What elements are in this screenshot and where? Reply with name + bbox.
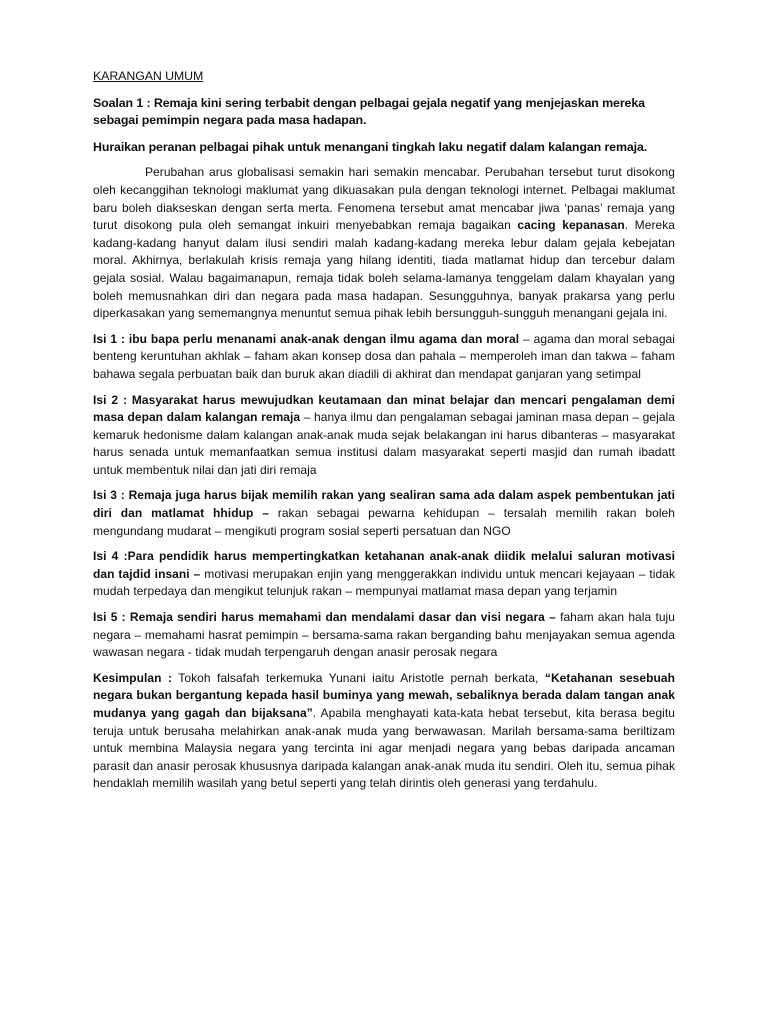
point-4-text: motivasi merupakan enjin yang menggerakkan individu untuk mencari kejayaan – tidak mudah terpedaya dan mengikut telunjuk rakan – mempunyai matlamat masa depan yang terjamin: [93, 566, 675, 599]
question: [93, 95, 675, 130]
document-page: [93, 68, 675, 801]
conclusion-quote: “Ketahanan sesebuah negara bukan bergantung kepada hasil buminya yang mewah, sebaliknya berada dalam tangan anak mudanya yang gagah dan bijaksana”: [93, 670, 675, 720]
conclusion-label: Kesimpulan :: [93, 670, 173, 685]
conclusion-paragraph: [93, 670, 675, 793]
point-5: [93, 609, 675, 662]
intro-text-2: . Mereka kadang-kadang hanyut dalam ilusi sendiri malah kadang-kadang mereka lebur dalam gejala kebejatan moral. Akhirnya, berlakulah krisis remaja yang hilang identiti, tiada matlamat hidup dan tercebur dalam gejala sosial. Walau bagaimanapun, remaja tidak boleh selama-lamanya tenggelam dalam khayalan yang boleh memusnahkan diri dan negara pada masa hadapan. Sesungguhnya, banyak prakarsa yang perlu diperkasakan yang sememangnya menuntut semua pihak lebih bersungguh-sungguh menangani gejala ini.: [93, 218, 675, 321]
conclusion-text-1: Tokoh falsafah terkemuka Yunani iaitu Aristotle pernah berkata,: [172, 670, 545, 685]
point-3: [93, 487, 675, 540]
point-3-heading: Isi 3 : Remaja juga harus bijak memilih rakan yang sealiran sama ada dalam aspek pembentukan jati diri dan matlamat hhidup –: [93, 488, 675, 521]
task-instruction: Huraikan peranan pelbagai pihak untuk menangani tingkah laku negatif dalam kalangan remaja.: [93, 139, 648, 154]
point-3-text: rakan sebagai pewarna kehidupan – tersalah memilih rakan boleh mengundang mudarat – mengikuti program sosial seperti persatuan dan NGO: [93, 506, 675, 538]
conclusion-text-2: . Apabila menghayati kata-kata hebat tersebut, kita berasa begitu teruja untuk berusaha melahirkan anak-anak muda yang berwawasan. Marilah bersama-sama beriltizam untuk membina Malaysia negara yang tercinta ini agar menjadi negara yang bebas daripada ancaman parasit dan anasir perosak khususnya daripada kalangan anak-anak muda itu sendiri. Oleh itu, semua pihak hendaklah memilih wasilah yang betul seperti yang telah dirintis oleh generasi yang terdahulu.: [93, 706, 675, 791]
point-2-heading: Isi 2 : Masyarakat harus mewujudkan keutamaan dan minat belajar dan mencari pengalaman demi masa depan dalam kalangan remaja: [93, 392, 675, 425]
point-2: [93, 392, 675, 480]
introduction-paragraph: [93, 164, 675, 322]
question-label: Soalan 1 :: [93, 95, 151, 110]
point-1-heading: Isi 1 : ibu bapa perlu menanami anak-anak dengan ilmu agama dan moral: [93, 331, 520, 346]
document-heading: KARANGAN UMUM: [93, 69, 204, 83]
question-text: Remaja kini sering terbabit dengan pelbagai gejala negatif yang menjejaskan mereka sebagai pemimpin negara pada masa hadapan.: [93, 95, 645, 128]
point-2-text: – hanya ilmu dan pengalaman sebagai jaminan masa depan – gejala kemaruk hedonisme dalam kalangan anak-anak muda sejak belakangan ini harus dibanteras – masyarakat harus senada untuk memanfaatkan semua institusi dalam masyarakat seperti masjid dan rumah ibadatt untuk membentuk nilai dan jati diri remaja: [93, 410, 675, 477]
point-1: [93, 331, 675, 384]
point-5-text: faham akan hala tuju negara – memahami hasrat pemimpin – bersama-sama rakan berganding bahu menjayakan semua agenda wawasan negara - tidak mudah terpengaruh dengan anasir perosak negara: [93, 610, 675, 660]
point-4-heading: Isi 4 :Para pendidik harus mempertingkatkan ketahanan anak-anak diidik melalui saluran motivasi dan tajdid insani –: [93, 549, 675, 581]
point-1-text: – agama dan moral sebagai benteng keruntuhan akhlak – faham akan konsep dosa dan pahala – memperoleh iman dan takwa – faham bahawa segala perbuatan baik dan buruk akan diadili di akhirat dan mendapat ganjaran yang setimpal: [93, 331, 675, 381]
intro-bold-phrase: cacing kepanasan: [517, 218, 625, 233]
point-5-heading: Isi 5 : Remaja sendiri harus memahami dan mendalami dasar dan visi negara –: [93, 610, 556, 625]
point-4: [93, 548, 675, 601]
intro-text-1: Perubahan arus globalisasi semakin hari semakin mencabar. Perubahan tersebut turut disokong oleh kecanggihan teknologi maklumat yang dikuasakan pula dengan teknologi internet. Pelbagai maklumat baru boleh diakseskan dengan serta merta. Fenomena tersebut amat mencabar jiwa ‘panas’ remaja yang turut disokong pula oleh semangat inkuiri menyebabkan remaja bagaikan: [93, 165, 675, 233]
